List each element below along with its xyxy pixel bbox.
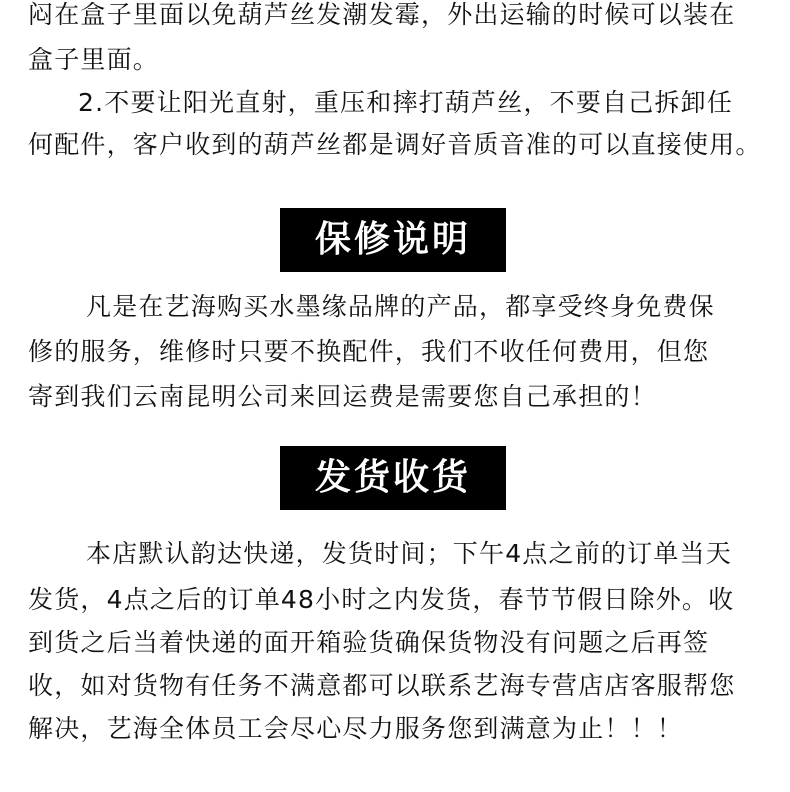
shipping-line-5: 解决，艺海全体员工会尽心尽力服务您到满意为止！！！ — [28, 714, 684, 743]
warranty-heading: 保修说明 — [280, 208, 506, 272]
shipping-heading: 发货收货 — [280, 446, 506, 510]
warranty-line-1: 凡是在艺海购买水墨缘品牌的产品，都享受终身免费保 — [86, 292, 715, 321]
shipping-line-2: 发货，4点之后的订单48小时之内发货，春节节假日除外。收 — [28, 585, 735, 614]
warranty-line-3: 寄到我们云南昆明公司来回运费是需要您自己承担的！ — [28, 382, 657, 411]
storage-line-1: 闷在盒子里面以免葫芦丝发潮发霉，外出运输的时候可以装在 — [28, 0, 736, 29]
storage-line-2: 盒子里面。 — [28, 45, 160, 74]
storage-line-4: 何配件，客户收到的葫芦丝都是调好音质音准的可以直接使用。 — [28, 130, 762, 159]
shipping-line-4: 收，如对货物有任务不满意都可以联系艺海专营店店客服帮您 — [28, 671, 736, 700]
storage-line-3: 2.不要让阳光直射，重压和摔打葫芦丝，不要自己拆卸任 — [78, 88, 734, 117]
shipping-line-3: 到货之后当着快递的面开箱验货确保货物没有问题之后再签 — [28, 628, 710, 657]
shipping-line-1: 本店默认韵达快递，发货时间；下午4点之前的订单当天 — [86, 539, 732, 568]
warranty-line-2: 修的服务，维修时只要不换配件，我们不收任何费用，但您 — [28, 337, 710, 366]
